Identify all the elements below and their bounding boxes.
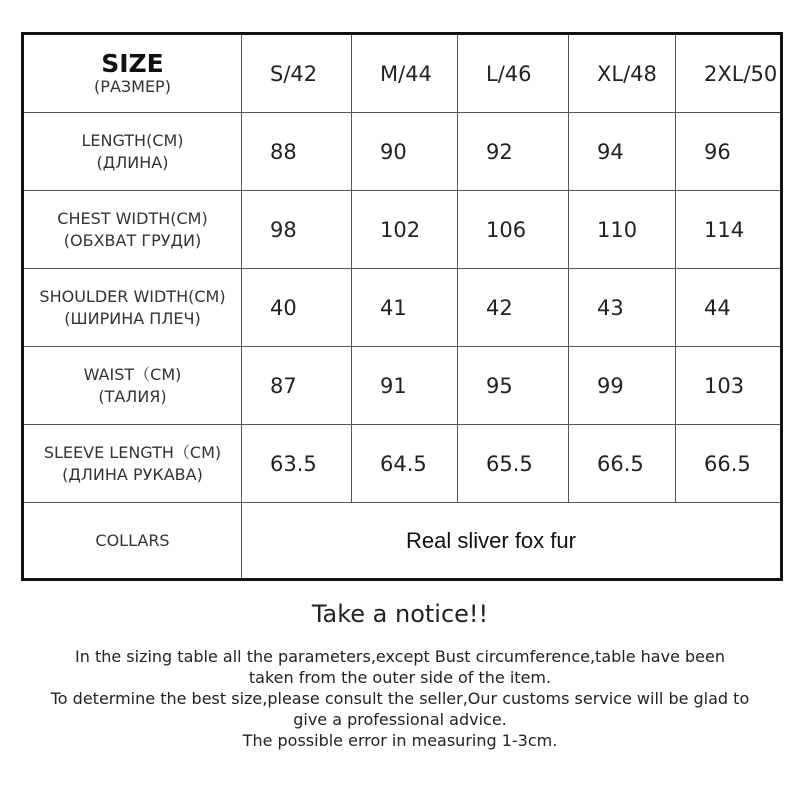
size-title: SIZE	[101, 48, 164, 78]
row-label-ru: (ТАЛИЯ)	[98, 386, 167, 406]
row-label-en: SHOULDER WIDTH(CM)	[39, 286, 226, 306]
table-cell: 66.5	[676, 425, 780, 503]
size-header-m: M/44	[352, 35, 458, 113]
collars-label: COLLARS	[95, 530, 170, 550]
collars-value: Real sliver fox fur	[406, 527, 576, 553]
size-header-l: L/46	[458, 35, 569, 113]
table-cell: 114	[676, 191, 780, 269]
table-cell: 64.5	[352, 425, 458, 503]
table-cell: 94	[569, 113, 676, 191]
row-label-en: WAIST（CM)	[83, 364, 182, 384]
row-label-chest-width	[24, 191, 242, 269]
table-cell: 96	[676, 113, 780, 191]
table-cell: 103	[676, 347, 780, 425]
table-cell: 90	[352, 113, 458, 191]
notice-line: taken from the outer side of the item.	[248, 668, 552, 687]
table-cell: 99	[569, 347, 676, 425]
row-label-ru: (ОБХВАТ ГРУДИ)	[63, 230, 202, 250]
row-label-sleeve-length	[24, 425, 242, 503]
notice-line: In the sizing table all the parameters,except Bust circumference,table have been	[75, 647, 725, 666]
notice-line: give a professional advice.	[293, 710, 507, 729]
row-label-en: LENGTH(CM)	[81, 130, 184, 150]
table-cell: 102	[352, 191, 458, 269]
size-subtitle: (РАЗМЕР)	[94, 76, 171, 96]
notice-text	[20, 646, 780, 751]
table-cell: 63.5	[242, 425, 352, 503]
size-header-2xl: 2XL/50	[676, 35, 780, 113]
table-cell: 91	[352, 347, 458, 425]
row-label-ru: (ШИРИНА ПЛЕЧ)	[64, 308, 201, 328]
table-cell: 92	[458, 113, 569, 191]
size-header-xl: XL/48	[569, 35, 676, 113]
table-cell: 95	[458, 347, 569, 425]
notice-line: The possible error in measuring 1-3cm.	[242, 731, 558, 750]
notice-line: To determine the best size,please consult the seller,Our customs service will be glad to	[50, 689, 750, 708]
row-label-en: CHEST WIDTH(CM)	[57, 208, 208, 228]
table-cell: 66.5	[569, 425, 676, 503]
row-label-shoulder-width	[24, 269, 242, 347]
table-cell: 88	[242, 113, 352, 191]
table-cell: 87	[242, 347, 352, 425]
notice-title: Take a notice!!	[311, 600, 489, 628]
size-chart-table	[21, 32, 783, 581]
table-cell: 43	[569, 269, 676, 347]
size-header-s: S/42	[242, 35, 352, 113]
table-cell: 42	[458, 269, 569, 347]
row-label-ru: (ДЛИНА)	[96, 152, 169, 172]
table-cell: 110	[569, 191, 676, 269]
row-label-en: SLEEVE LENGTH（CM)	[43, 442, 222, 462]
table-cell: 40	[242, 269, 352, 347]
table-cell: 65.5	[458, 425, 569, 503]
table-cell: 44	[676, 269, 780, 347]
row-label-waist	[24, 347, 242, 425]
table-cell: 106	[458, 191, 569, 269]
table-cell: 41	[352, 269, 458, 347]
header-size-cell	[24, 35, 242, 113]
table-cell: 98	[242, 191, 352, 269]
row-label-length	[24, 113, 242, 191]
row-label-ru: (ДЛИНА РУКАВА)	[62, 464, 203, 484]
row-label-collars	[24, 503, 242, 578]
